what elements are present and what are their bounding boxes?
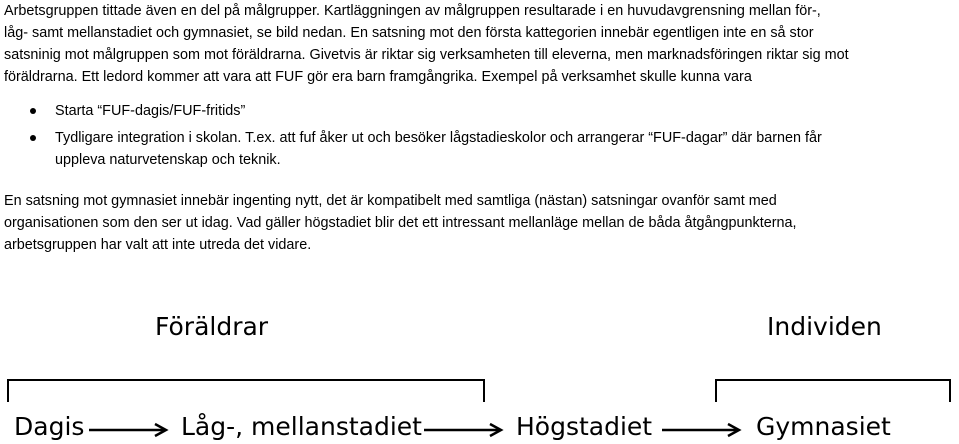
stage-label-gymnasiet: Gymnasiet: [756, 412, 891, 441]
text-line: låg- samt mellanstadiet och gymnasiet, se bild nedan. En satsning mot den första kattegorien innebär egentligen inte en så stor: [4, 25, 814, 41]
text-line: En satsning mot gymnasiet innebär ingenting nytt, det är kompatibelt med samtliga (nästan) satsningar ovanför samt med: [4, 193, 777, 209]
text-line: Arbetsgruppen tittade även en del på målgrupper. Kartläggningen av målgruppen resultarade i en huvudavgrensning mellan för-,: [4, 3, 821, 19]
stage-label-lag-mellanstadiet: Låg-, mellanstadiet: [181, 412, 422, 441]
text-line: organisationen som den ser ut idag. Vad gäller högstadiet blir det ett intressant mellanläge mellan de båda åtgångpunkterna,: [4, 215, 797, 231]
arrow-hogstadiet-to-gymnasiet: [662, 424, 739, 436]
arrow-dagis-to-lag: [89, 424, 166, 436]
stage-label-hogstadiet: Högstadiet: [516, 412, 653, 441]
list-item-text: uppleva naturvetenskap och teknik.: [55, 152, 281, 168]
list-item-text: Starta “FUF-dagis/FUF-fritids”: [55, 103, 246, 119]
individual-label: Individen: [767, 312, 882, 341]
individual-bracket: [716, 380, 950, 402]
text-line: satsninig mot målgruppen som mot föräldrarna. Givetvis är riktar sig verksamheten till eleverna, men marknadsföringen riktar sig mot: [4, 47, 849, 63]
arrow-lag-to-hogstadiet: [424, 424, 501, 436]
text-line: föräldrarna. Ett ledord kommer att vara att FUF gör era barn framgångrika. Exempel på verksamhet skulle kunna vara: [4, 69, 752, 85]
parents-label: Föräldrar: [155, 312, 269, 341]
stage-label-dagis: Dagis: [14, 412, 85, 441]
text-line: arbetsgruppen har valt att inte utreda det vidare.: [4, 237, 312, 253]
parents-bracket: [8, 380, 484, 402]
list-item-text: Tydligare integration i skolan. T.ex. att fuf åker ut och besöker lågstadieskolor och arrangerar “FUF-dagar” där barnen får: [55, 130, 822, 146]
